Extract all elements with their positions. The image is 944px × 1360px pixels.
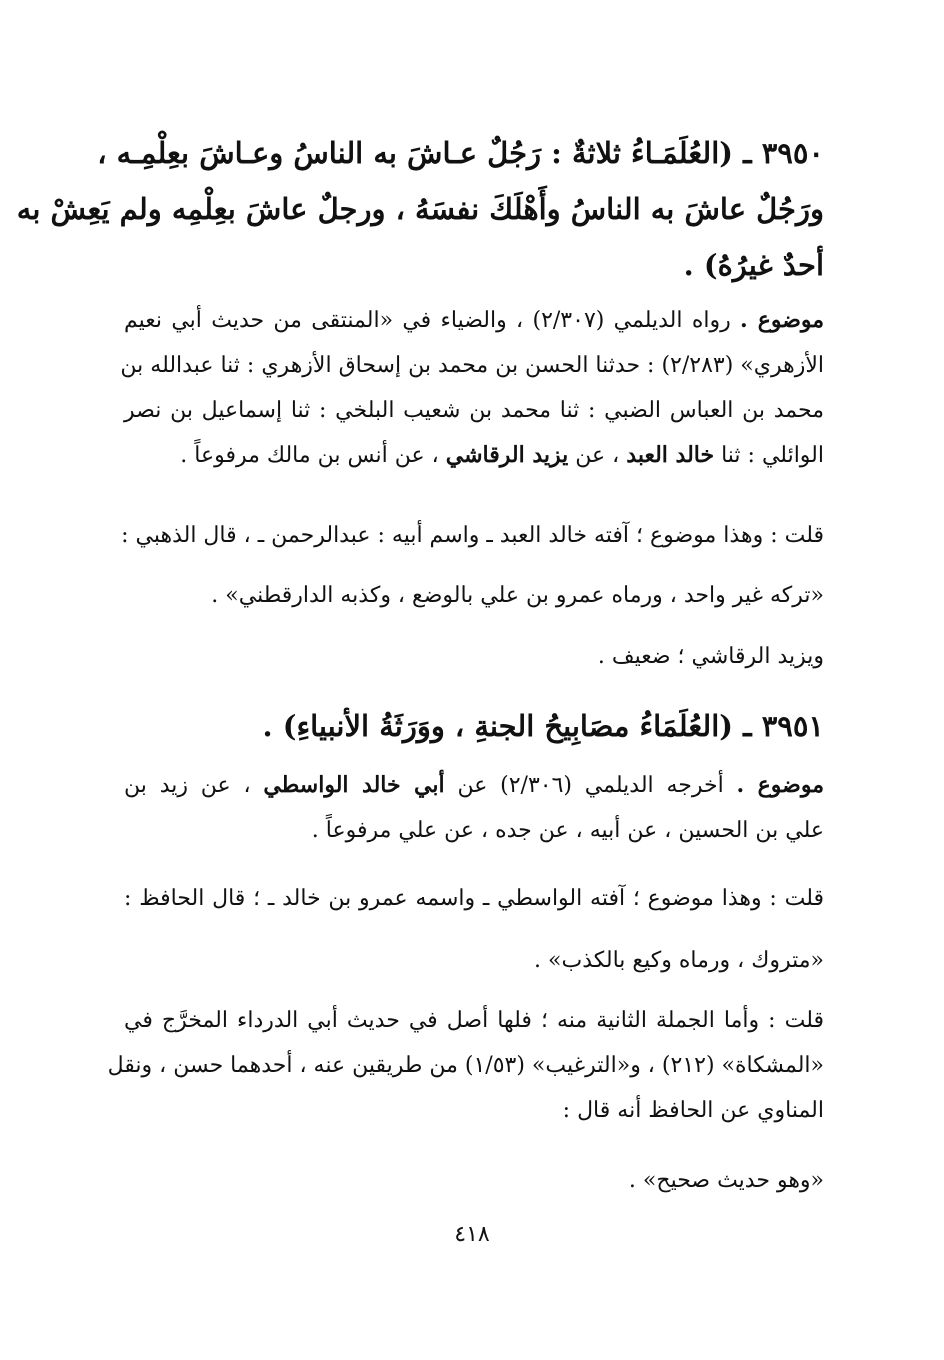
commentary-line: محمد بن العباس الضبي : ثنا محمد بن شعيب البلخي : ثنا إسماعيل بن نصر bbox=[124, 398, 824, 423]
hadith-3951 bbox=[124, 698, 824, 754]
hadith-3950 bbox=[16, 125, 824, 293]
commentary-3950-quote bbox=[124, 573, 824, 618]
page-number: ٤١٨ bbox=[454, 1222, 490, 1247]
commentary-line: المناوي عن الحافظ أنه قال : bbox=[562, 1098, 824, 1123]
commentary-line bbox=[124, 298, 824, 343]
narrator-name: خالد العبد bbox=[626, 442, 715, 468]
hadith-3950-line-1: ٣٩٥٠ ـ (العُلَمَـاءُ ثلاثةٌ : رَجُلٌ عـاشَ به الناسُ وعـاشَ بعِلْمِـه ، bbox=[97, 136, 824, 170]
commentary-3951-quote-2 bbox=[124, 1158, 824, 1203]
commentary-line: ويزيد الرقاشي ؛ ضعيف . bbox=[597, 644, 824, 669]
commentary-line: الأزهري» (٢/٢٨٣) : حدثنا الحسن بن محمد بن إسحاق الأزهري : ثنا عبدالله بن bbox=[120, 353, 824, 378]
hadith-3951-line-1: ٣٩٥١ ـ (العُلَمَاءُ مصَابِيحُ الجنةِ ، ووَرَثَةُ الأنبياءِ) . bbox=[262, 709, 824, 743]
commentary-3951-para-3 bbox=[107, 998, 824, 1133]
commentary-3950-para-2 bbox=[121, 513, 824, 558]
commentary-3951-para-2 bbox=[124, 876, 824, 921]
commentary-line: قلت : وهذا موضوع ؛ آفته خالد العبد ـ واسم أبيه : عبدالرحمن ـ ، قال الذهبي : bbox=[121, 523, 824, 548]
commentary-line: قلت : وأما الجملة الثانية منه ؛ فلها أصل في حديث أبي الدرداء المخرَّج في bbox=[124, 1008, 824, 1033]
quote-line: «متروك ، ورماه وكيع بالكذب» . bbox=[534, 948, 824, 973]
narrator-name: أبي خالد الواسطي bbox=[263, 772, 445, 798]
quote-line: «وهو حديث صحيح» . bbox=[628, 1168, 824, 1193]
commentary-3951-quote bbox=[124, 938, 824, 983]
commentary-3951-para-1 bbox=[124, 763, 824, 853]
verdict-label: موضوع . bbox=[740, 307, 825, 333]
hadith-3950-line-2: ورَجُلٌ عاشَ به الناسُ وأَهْلَكَ نفسَهُ ، ورجلٌ عاشَ بعِلْمِه ولم يَعِشْ به bbox=[16, 192, 824, 226]
commentary-line: «المشكاة» (٢١٢) ، و«الترغيب» (١/٥٣) من طريقين عنه ، أحدهما حسن ، ونقل bbox=[107, 1053, 824, 1078]
commentary-3950-para-1 bbox=[120, 298, 825, 478]
commentary-line: علي بن الحسين ، عن أبيه ، عن جده ، عن علي مرفوعاً . bbox=[311, 818, 824, 843]
commentary-line: الوائلي : ثنا خالد العبد ، عن يزيد الرقاشي ، عن أنس بن مالك مرفوعاً . bbox=[180, 442, 824, 468]
quote-line: «تركه غير واحد ، ورماه عمرو بن علي بالوضع ، وكذبه الدارقطني» . bbox=[211, 583, 824, 608]
narrator-name: يزيد الرقاشي bbox=[445, 442, 569, 468]
commentary-3950-para-3 bbox=[124, 634, 824, 679]
hadith-3950-line-3: أحدٌ غيرُهُ) . bbox=[683, 248, 824, 282]
commentary-line: قلت : وهذا موضوع ؛ آفته الواسطي ـ واسمه عمرو بن خالد ـ ؛ قال الحافظ : bbox=[124, 886, 824, 911]
commentary-line: موضوع . أخرجه الديلمي (٢/٣٠٦) عن أبي خالد الواسطي ، عن زيد بن bbox=[124, 772, 824, 798]
commentary-text: رواه الديلمي (٢/٣٠٧) ، والضياء في «المنتقى من حديث أبي نعيم bbox=[124, 308, 741, 333]
verdict-label: موضوع . bbox=[736, 772, 824, 798]
